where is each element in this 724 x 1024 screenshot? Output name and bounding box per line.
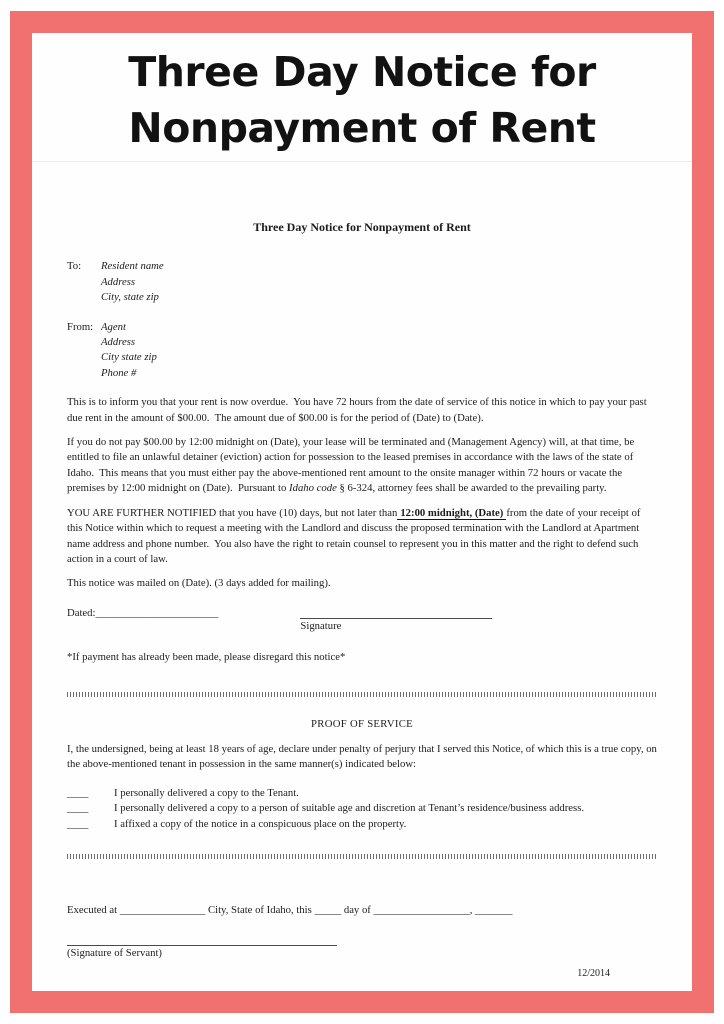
option-blank-line: ____ xyxy=(67,786,89,799)
further-notified-tail: from the date of your receipt of this Notice within which to request a meeting with the Landlord and discuss the proposed termination with the Landlord at Apartment name address and phone number. You also have the right to retain counsel to represent you in this matter and the right to defend such action in a court of law. xyxy=(67,506,644,565)
signature-label: Signature xyxy=(300,619,342,632)
banner-title-line2: Nonpayment of Rent xyxy=(128,104,596,152)
service-options xyxy=(67,786,657,832)
option-blank-line: ____ xyxy=(67,817,89,830)
banner xyxy=(32,33,692,162)
disregard-note: *If payment has already been made, please disregard this notice* xyxy=(67,651,346,664)
signature-block xyxy=(300,606,492,634)
option-text: I personally delivered a copy to a person of suitable age and discretion at Tenant’s residence/business address. xyxy=(114,802,585,815)
paragraph-termination xyxy=(67,435,657,497)
midnight-deadline-emphasis: 12:00 midnight, (Date) xyxy=(397,507,506,520)
section-divider-top xyxy=(67,692,657,697)
service-option-suitable-person xyxy=(67,801,657,816)
proof-intro: I, the undersigned, being at least 18 years of age, declare under penalty of perjury that I served this Notice, of which this is a true copy, on the above-mentioned tenant in possession in the same manner(s) indicated below: xyxy=(67,742,660,771)
to-line-resident: Resident name xyxy=(101,260,164,273)
from-line-agent: Agent xyxy=(101,320,126,333)
paragraph-mailed: This notice was mailed on (Date). (3 days added for mailing). xyxy=(67,577,331,590)
signature-blank-line xyxy=(300,606,492,619)
form-version: 12/2014 xyxy=(577,967,610,979)
idaho-code-citation: Idaho code xyxy=(289,482,337,495)
paragraph-termination-tail: § 6-324, attorney fees shall be awarded to the prevailing party. xyxy=(336,482,607,495)
paragraph-further-notified xyxy=(67,506,657,568)
option-text: I personally delivered a copy to the Tenant. xyxy=(114,786,299,799)
service-option-delivered-tenant xyxy=(67,786,657,801)
page-frame xyxy=(10,11,714,1013)
option-blank-line: ____ xyxy=(67,802,89,815)
document-body xyxy=(32,162,692,981)
dated-signature-row xyxy=(67,606,657,634)
section-divider-bottom xyxy=(67,854,657,859)
to-line-address: Address xyxy=(101,275,136,288)
from-lines xyxy=(101,320,157,382)
from-line-citystatezip: City state zip xyxy=(101,351,157,364)
to-block xyxy=(67,259,657,305)
to-lines xyxy=(101,259,164,305)
servant-signature-blank-line xyxy=(67,934,337,946)
from-label: From: xyxy=(67,320,94,333)
service-option-affixed-copy xyxy=(67,817,657,832)
servant-signature-block xyxy=(67,934,657,961)
paragraph-termination-text: If you do not pay $00.00 by 12:00 midnight on (Date), your lease will be terminated and (Management Agency) will, at that time, be entitled to file an unlawful detainer (eviction) action for possession to the leased premises in accordance with the laws of the state of Idaho. This means that you must either pay the above-mentioned rent amount to the onsite manager within 72 hours or vacate the premises by 12:00 midnight on (Date). Pursuant to xyxy=(67,436,637,495)
servant-signature-label: (Signature of Servant) xyxy=(67,947,162,960)
from-line-address: Address xyxy=(101,336,136,349)
to-line-citystatezip: City, state zip xyxy=(101,291,159,304)
option-text: I affixed a copy of the notice in a conspicuous place on the property. xyxy=(114,817,407,830)
proof-of-service-heading: PROOF OF SERVICE xyxy=(311,717,413,730)
document-heading: Three Day Notice for Nonpayment of Rent xyxy=(253,220,471,234)
paragraph-overdue: This is to inform you that your rent is now overdue. You have 72 hours from the date of service of this notice in which to pay your past due rent in the amount of $00.00. The amount due of $00.00 is for the period of (Date) to (Date). xyxy=(67,396,650,424)
executed-at-line: Executed at ________________ City, State of Idaho, this _____ day of __________________, _______ xyxy=(67,903,513,916)
further-notified-text: YOU ARE FURTHER NOTIFIED that you have (10) days, but not later than xyxy=(67,506,398,519)
from-block xyxy=(67,320,657,382)
from-line-phone: Phone # xyxy=(101,366,137,379)
dated-blank-line: Dated:_______________________ xyxy=(67,606,219,619)
to-label: To: xyxy=(67,260,82,273)
banner-title-line1: Three Day Notice for xyxy=(128,48,596,96)
